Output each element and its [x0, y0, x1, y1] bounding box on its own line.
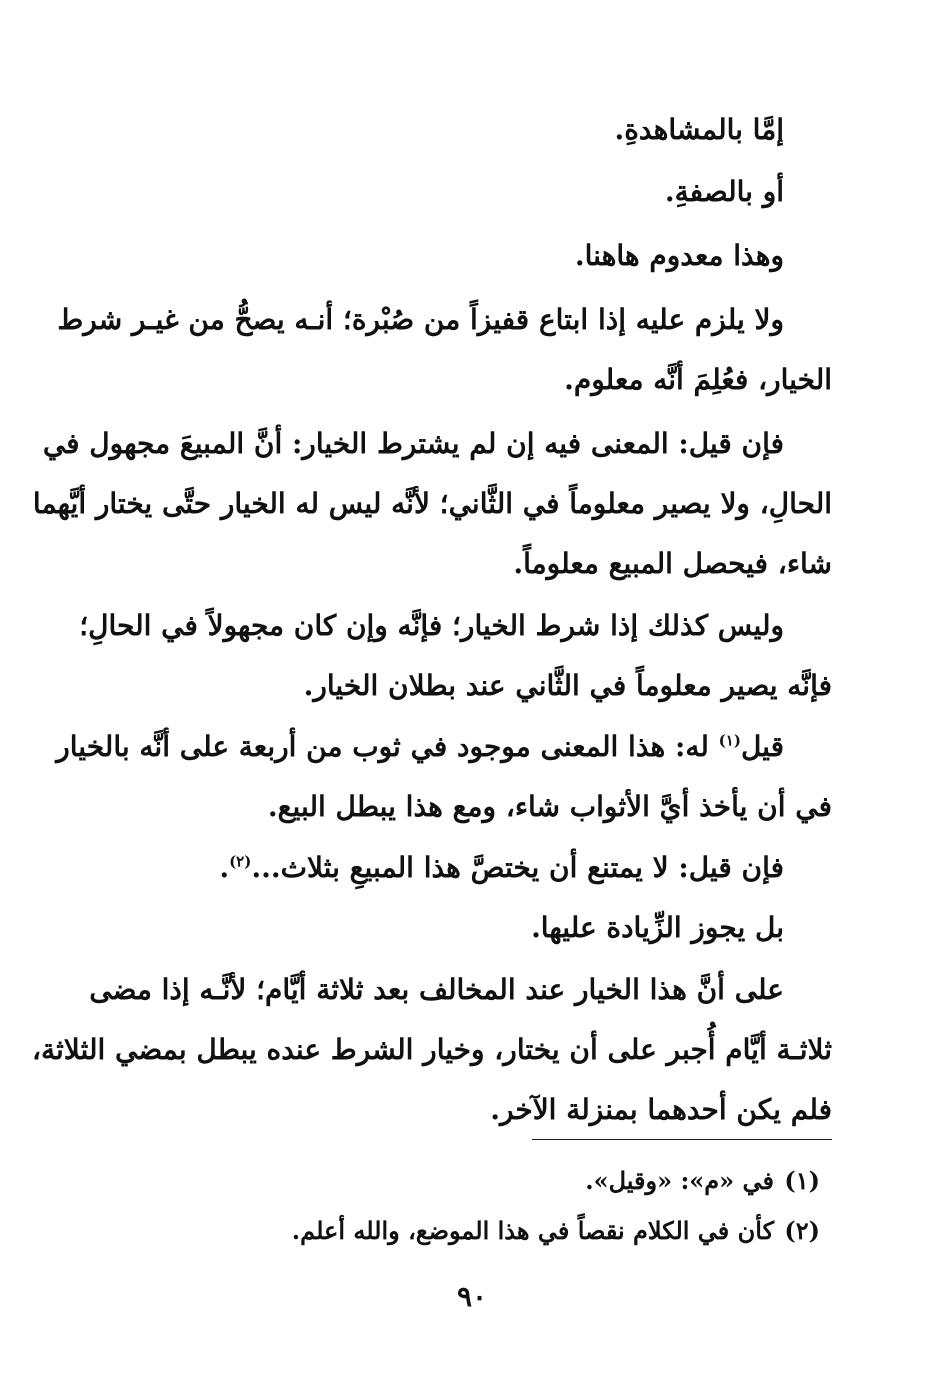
body-line: وهذا معدوم هاهنا.	[574, 239, 784, 272]
footnote-ref: (١)	[718, 731, 741, 750]
body-line: الخيار، فعُلِمَ أنَّه معلوم.	[564, 363, 832, 396]
body-line: شاء، فيحصل المبيع معلوماً.	[513, 547, 832, 580]
body-line: فإن قيل: المعنى فيه إن لم يشترط الخيار: أنَّ المبيعَ مجهول في	[42, 427, 784, 460]
body-line: فلم يكن أحدهما بمنزلة الآخر.	[490, 1093, 832, 1126]
body-line: الحالِ، ولا يصير معلوماً في الثَّاني؛ لأنَّه ليس له الخيار حتَّى يختار أيَّهما	[32, 487, 832, 520]
text-fragment: له: هذا المعنى موجود في ثوب من أربعة على أنَّه بالخيار	[56, 730, 719, 763]
body-line	[56, 727, 832, 767]
body-line: أو بالصفةِ.	[664, 175, 784, 208]
body-line: إمَّا بالمشاهدةِ.	[614, 113, 784, 146]
document-page	[31, 0, 832, 1380]
footnote-text: كأن في الكلام نقصاً في هذا الموضع، والله أعلم.	[291, 1216, 774, 1245]
body-line: ثلاثـة أيَّام أُجبر على أن يختار، وخيار الشرط عنده يبطل بمضي الثلاثة،	[31, 1033, 832, 1066]
body-line	[112, 848, 832, 888]
footnote-number: (٢)	[784, 1216, 820, 1245]
text-fragment: فإن قيل: لا يمتنع أن يختصَّ هذا المبيعِ بثلاث...	[251, 851, 784, 884]
footnote-ref: (٢)	[229, 852, 252, 871]
body-line: في أن يأخذ أيَّ الأثواب شاء، ومع هذا يبطل البيع.	[267, 790, 832, 823]
footnote-divider	[532, 1139, 832, 1140]
body-line: بل يجوز الزِّيادة عليها.	[531, 911, 784, 944]
page-number: ٩٠	[456, 1280, 488, 1313]
text-fragment: .	[219, 851, 230, 884]
footnote-number: (١)	[784, 1166, 820, 1195]
body-line: ولا يلزم عليه إذا ابتاع قفيزاً من صُبْرة؛ أنـه يصحُّ من غيـر شرط	[57, 303, 784, 336]
footnote	[292, 1214, 820, 1248]
footnote-text: في «م»: «وقيل».	[585, 1166, 774, 1195]
footnote	[585, 1164, 820, 1198]
body-line: وليس كذلك إذا شرط الخيار؛ فإنَّه وإن كان مجهولاً في الحالِ؛	[79, 609, 784, 642]
body-line: على أنَّ هذا الخيار عند المخالف بعد ثلاثة أيَّام؛ لأنَّـه إذا مضى	[89, 973, 784, 1006]
body-line: فإنَّه يصير معلوماً في الثَّاني عند بطلان الخيار.	[303, 669, 832, 702]
text-fragment: قيل	[740, 730, 784, 763]
